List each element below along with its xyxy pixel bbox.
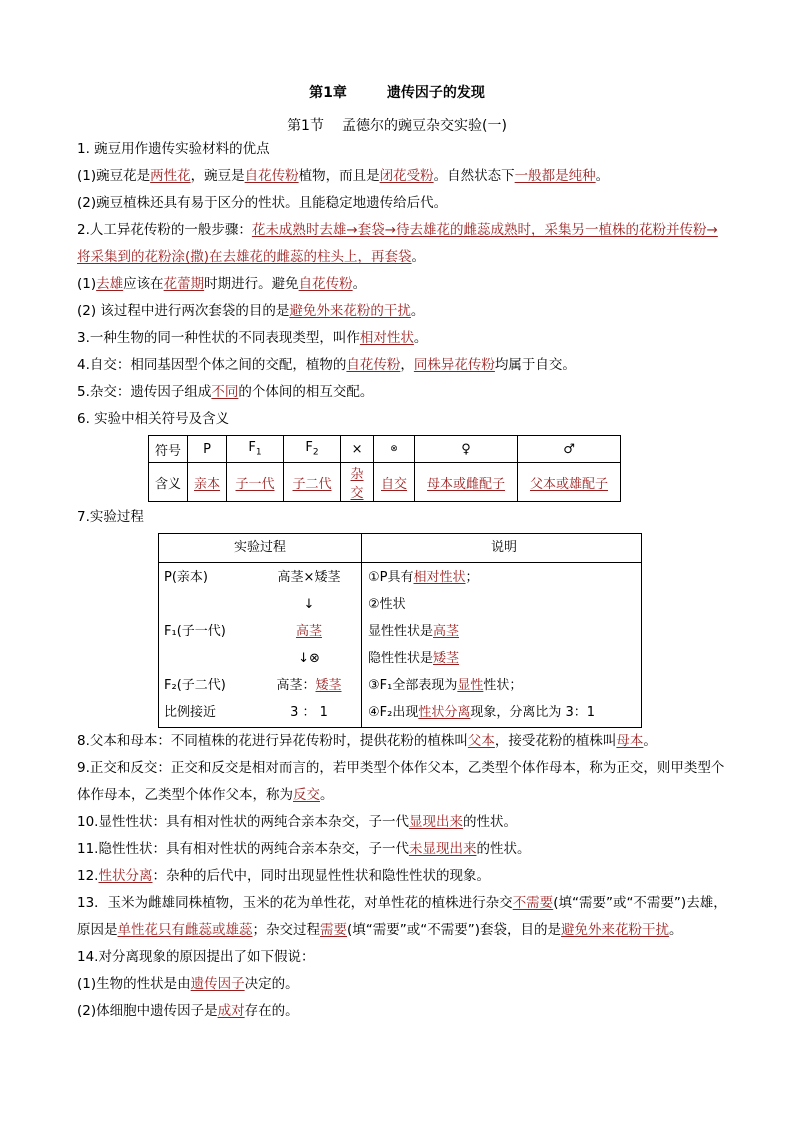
answer: 去雄 — [96, 276, 124, 292]
answer: 自花传粉 — [244, 168, 299, 184]
item-1: 1. 豌豆用作遗传实验材料的优点 — [77, 141, 270, 157]
text: 8.父本和母本：不同植株的花进行异花传粉时，提供花粉的植株叫 — [77, 733, 468, 749]
meaning-cell — [227, 463, 284, 502]
item-12 — [77, 863, 727, 890]
answer: 子二代 — [292, 476, 332, 492]
text: 。 — [595, 168, 610, 184]
text: 。 — [643, 733, 657, 749]
arrow-icon: ↓ — [303, 597, 315, 612]
item-14-1 — [77, 971, 727, 998]
symbol-cell: $F_1$ — [227, 436, 284, 463]
text: 12. — [77, 868, 99, 884]
item-13 — [77, 890, 727, 944]
meaning-cell — [415, 463, 518, 502]
text: 植物，而且是 — [298, 168, 380, 184]
text: 2.人工异花传粉的一般步骤： — [77, 222, 252, 238]
answer: 单性花只有雌蕊或雄蕊 — [117, 922, 253, 938]
text: 均属于自交。 — [494, 357, 576, 373]
answer: 矮茎 — [315, 678, 342, 693]
text: 13．玉米为雌雄同株植物，玉米的花为单性花，对单性花的植株进行杂交 — [77, 895, 513, 911]
symbol-cell: P — [188, 436, 227, 463]
meaning-cell — [374, 463, 415, 502]
text: 。 — [352, 276, 367, 292]
text: 隐性性状是 — [368, 651, 434, 666]
item-5 — [77, 379, 727, 406]
text: 。自然状态下 — [433, 168, 515, 184]
answer: 子一代 — [235, 476, 275, 492]
text: 。 — [320, 787, 334, 803]
answer: 父本或雄配子 — [530, 476, 609, 492]
symbol-header: 符号 — [149, 436, 188, 463]
text: 4.自交：相同基因型个体之间的交配，植物的 — [77, 357, 347, 373]
answer: 避免外来花粉的干扰 — [289, 303, 411, 319]
text: (1) — [77, 276, 97, 292]
meaning-cell — [188, 463, 227, 502]
symbol-cell: × — [341, 436, 374, 463]
answer: 花蕾期 — [163, 276, 205, 292]
text: 5.杂交：遗传因子组成 — [77, 384, 212, 400]
text: 现象，分离比为 3：1 — [470, 705, 596, 720]
note-5 — [368, 672, 640, 699]
text: 10.显性性状：具有相对性状的两纯合亲本杂交，子一代 — [77, 814, 409, 830]
text: 3.一种生物的同一种性状的不同表现类型，叫作 — [77, 330, 360, 346]
answer: 不同 — [211, 384, 239, 400]
section-name: 孟德尔的豌豆杂交实验(一) — [341, 118, 507, 134]
chapter-title — [0, 82, 794, 102]
answer: 一般都是纯种 — [514, 168, 596, 184]
text: (填“需要”或“不需要”)去雄，原因是 — [77, 895, 727, 938]
symbol-cell: $F_2$ — [284, 436, 341, 463]
text: 。 — [413, 330, 428, 346]
experiment-header-right: 说明 — [362, 534, 642, 563]
item-1-2: (2)豌豆植株还具有易于区分的性状。且能稳定地遗传给后代。 — [77, 195, 448, 211]
item-11 — [77, 836, 727, 863]
item-1-1 — [77, 163, 727, 190]
answer: 反交 — [293, 787, 320, 803]
text: (1)豌豆花是 — [77, 168, 151, 184]
note-6 — [368, 699, 640, 726]
selfing-arrow-icon: ↓⊗ — [298, 651, 320, 666]
text: 时期进行。避免 — [204, 276, 299, 292]
symbol-cell: ♂ — [518, 436, 621, 463]
text: 11.隐性性状：具有相对性状的两纯合亲本杂交，子一代 — [77, 841, 409, 857]
item-8 — [77, 728, 727, 755]
answer: 母本 — [616, 733, 644, 749]
note-1 — [368, 564, 640, 591]
content — [77, 136, 727, 1025]
item-7: 7.实验过程 — [77, 509, 144, 525]
answer: 性状分离 — [98, 868, 153, 884]
p-cross: 高茎×矮茎 — [277, 570, 341, 585]
item-2 — [77, 217, 727, 271]
meaning-cell — [341, 463, 374, 502]
chapter-label: 第1章 — [309, 85, 347, 101]
text: (2) 该过程中进行两次套袋的目的是 — [77, 303, 290, 319]
text: (1)生物的性状是由 — [77, 976, 191, 992]
meaning-cell — [284, 463, 341, 502]
text: ； — [465, 570, 479, 585]
item-6: 6. 实验中相关符号及含义 — [77, 411, 230, 427]
answer: 遗传因子 — [190, 976, 245, 992]
text: 9.正交和反交：正交和反交是相对而言的，若甲类型个体作父本，乙类型个体作母本，称为正交，则甲类型个体作母本，乙类型个体作父本，称为 — [77, 760, 725, 803]
experiment-header-left: 实验过程 — [159, 534, 362, 563]
text: (2)体细胞中遗传因子是 — [77, 1003, 218, 1019]
answer: 自花传粉 — [346, 357, 401, 373]
answer: 成对 — [217, 1003, 245, 1019]
answer: 需要 — [320, 922, 347, 938]
note-2: ②性状 — [368, 597, 406, 612]
item-10 — [77, 809, 727, 836]
answer: 高茎 — [433, 624, 460, 639]
item-14-2 — [77, 998, 727, 1025]
text: ， — [400, 357, 414, 373]
item-3 — [77, 325, 727, 352]
ratio-value: 3 ： 1 — [290, 705, 328, 720]
text: ，豌豆是 — [190, 168, 245, 184]
note-3 — [368, 618, 640, 645]
answer: 性状分离 — [418, 705, 471, 720]
symbol-table — [148, 435, 621, 502]
symbol-cell: ♀ — [415, 436, 518, 463]
f2-label: F₂(子二代) — [164, 678, 226, 693]
answer: 两性花 — [150, 168, 191, 184]
answer: 显现出来 — [408, 814, 463, 830]
experiment-process — [159, 563, 362, 728]
text: 决定的。 — [244, 976, 299, 992]
section-title — [0, 115, 794, 135]
symbol-row — [149, 436, 621, 463]
symbol-cell: ⊗ — [374, 436, 415, 463]
meaning-row — [149, 463, 621, 502]
text: 。 — [410, 303, 425, 319]
text: ：杂种的后代中，同时出现显性性状和隐性性状的现象。 — [152, 868, 490, 884]
text: 的性状。 — [462, 814, 517, 830]
text: 显性性状是 — [368, 624, 434, 639]
answer: 同株异花传粉 — [413, 357, 495, 373]
text: 。 — [411, 249, 426, 265]
meaning-cell — [518, 463, 621, 502]
item-2-2 — [77, 298, 727, 325]
text: 的个体间的相互交配。 — [238, 384, 374, 400]
section-label: 第1节 — [287, 118, 324, 134]
text: ①P具有 — [368, 570, 414, 585]
answer: 自交 — [381, 476, 408, 492]
answer: 亲本 — [194, 476, 221, 492]
answer: 相对性状 — [359, 330, 414, 346]
answer: 避免外来花粉干扰 — [561, 922, 670, 938]
ratio-label: 比例接近 — [164, 705, 217, 720]
text: ；杂交过程 — [252, 922, 320, 938]
item-14: 14.对分离现象的原因提出了如下假说： — [77, 949, 315, 965]
text: 的性状。 — [476, 841, 531, 857]
p-label: P(亲本) — [164, 570, 208, 585]
text: ③F₁全部表现为 — [368, 678, 458, 693]
text: 高茎： — [276, 678, 316, 693]
answer: 高茎 — [295, 624, 322, 639]
experiment-notes — [362, 563, 642, 728]
answer: 母本或雌配子 — [427, 476, 506, 492]
item-2-1 — [77, 271, 727, 298]
text: ④F₂出现 — [368, 705, 419, 720]
experiment-table — [158, 533, 642, 728]
text: 。 — [669, 922, 683, 938]
answer: 矮茎 — [433, 651, 460, 666]
meaning-header: 含义 — [149, 463, 188, 502]
item-4 — [77, 352, 727, 379]
answer: 花未成熟时去雄→套袋→待去雄花的雌蕊成熟时，采集另一植株的花粉并传粉→将采集到的花粉涂(撒)在去雄花的雌蕊的柱头上，再套袋 — [77, 222, 718, 265]
chapter-name: 遗传因子的发现 — [386, 85, 485, 101]
text: (填“需要”或“不需要”)套袋，目的是 — [347, 922, 562, 938]
text: ，接受花粉的植株叫 — [494, 733, 617, 749]
answer: 显性 — [457, 678, 484, 693]
answer: 自花传粉 — [298, 276, 353, 292]
text: 性状； — [483, 678, 523, 693]
text: 应该在 — [123, 276, 164, 292]
f1-label: F₁(子一代) — [164, 624, 226, 639]
answer: 未显现出来 — [408, 841, 477, 857]
answer: 杂交 — [350, 467, 364, 501]
answer: 相对性状 — [413, 570, 466, 585]
item-9 — [77, 755, 727, 809]
answer: 不需要 — [512, 895, 554, 911]
answer: 父本 — [467, 733, 495, 749]
note-4 — [368, 645, 640, 672]
answer: 闭花受粉 — [379, 168, 434, 184]
text: 存在的。 — [244, 1003, 299, 1019]
